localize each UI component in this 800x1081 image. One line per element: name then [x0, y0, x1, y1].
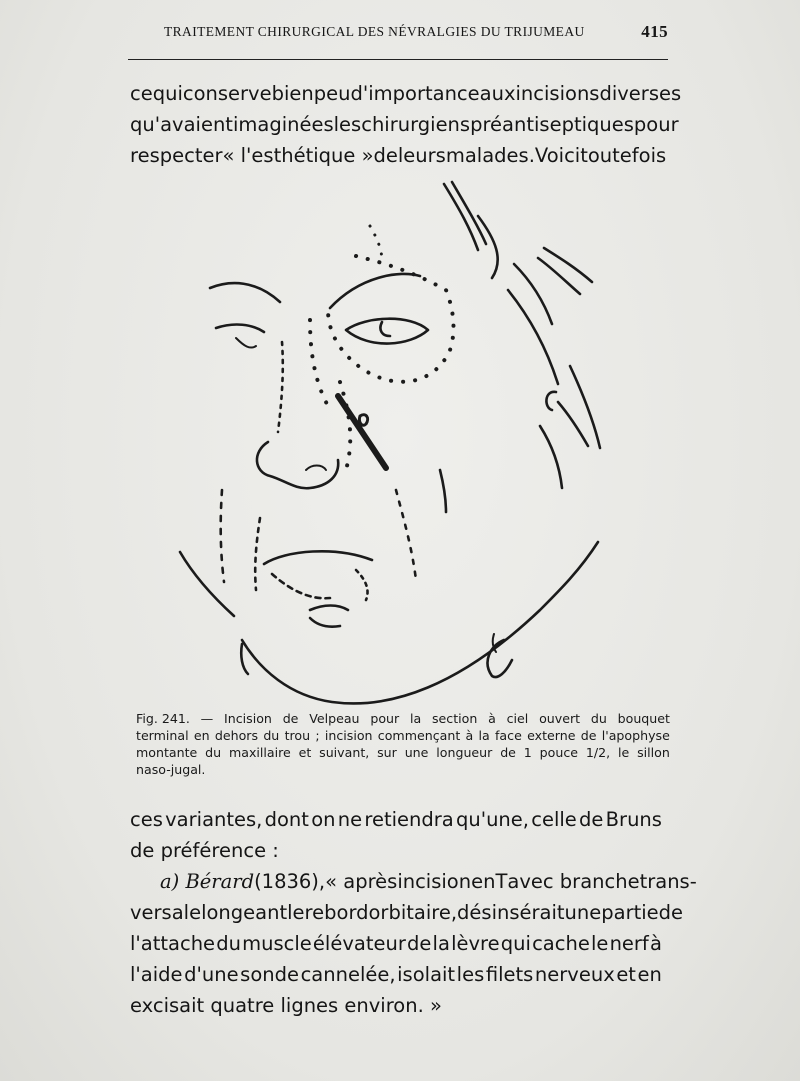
word: bouquet	[617, 711, 670, 726]
word: bien	[271, 82, 314, 105]
velpeau-incision	[338, 396, 386, 468]
word: en	[193, 728, 210, 743]
word: longueur	[436, 745, 493, 760]
nostril	[306, 466, 326, 471]
word: muscle	[242, 932, 312, 955]
word: ouvert	[539, 711, 581, 726]
word: à	[649, 932, 662, 955]
word: —	[200, 711, 214, 726]
word: variantes,	[165, 808, 263, 831]
orbital-dots	[370, 226, 382, 262]
jaw-outline	[242, 542, 598, 703]
text-line	[130, 866, 697, 897]
head-outline	[508, 290, 558, 384]
nasolabial-fold	[396, 490, 416, 580]
cheek-dash	[255, 518, 260, 590]
word: section	[431, 711, 478, 726]
caption-line: naso-jugal.	[136, 762, 206, 777]
word: aux	[479, 82, 516, 105]
word: dont	[264, 808, 309, 831]
text-line	[130, 897, 684, 928]
word: rebord	[304, 901, 369, 924]
word: qu'avaient	[130, 113, 233, 136]
word: à	[465, 728, 474, 743]
word: 1/2,	[585, 745, 611, 760]
word: respecter	[130, 144, 223, 167]
text-line	[130, 140, 667, 171]
word: incision	[324, 728, 373, 743]
word: de	[407, 932, 432, 955]
word: de	[282, 711, 299, 726]
figure-caption	[136, 710, 670, 778]
word: de	[579, 808, 604, 831]
word: d'importance	[350, 82, 480, 105]
word: du	[263, 728, 280, 743]
word: et	[616, 963, 636, 986]
hair-stroke	[452, 182, 486, 244]
word: conserve	[182, 82, 272, 105]
header-rule	[128, 59, 668, 60]
head-outline	[478, 216, 498, 278]
caption-line	[136, 710, 670, 727]
paragraph-top	[130, 78, 682, 171]
word: ;	[315, 728, 320, 743]
word: cannelée,	[300, 963, 396, 986]
hair-stroke	[540, 426, 562, 488]
word: lèvre	[451, 932, 500, 955]
word: les	[333, 113, 362, 136]
word: Bruns	[605, 808, 662, 831]
text-run: excisait quatre lignes environ. »	[130, 994, 442, 1017]
word: d'une	[184, 963, 239, 986]
orbital-dots	[310, 320, 328, 406]
word: (1836),	[254, 870, 326, 893]
word: la	[432, 932, 450, 955]
word: T	[495, 870, 508, 893]
word: face	[495, 728, 522, 743]
word: retiendra	[364, 808, 454, 831]
running-head-title: TRAITEMENT CHIRURGICAL DES NÉVRALGIES DU TRIJUMEAU	[164, 24, 585, 39]
text-line	[130, 928, 662, 959]
word: élévateur	[312, 932, 406, 955]
word: ces	[130, 808, 163, 831]
word: incisions	[515, 82, 600, 105]
item-label: a)	[160, 870, 180, 893]
mouth-line	[272, 574, 330, 598]
author-name: Bérard	[185, 870, 255, 893]
list-label	[160, 866, 254, 897]
nose-tip	[257, 442, 338, 488]
word: la	[478, 728, 490, 743]
paragraph-bottom	[130, 804, 697, 1021]
text-run: de préférence :	[130, 839, 279, 862]
word: du	[205, 745, 222, 760]
word: avec branche	[507, 870, 640, 893]
nose-bridge	[278, 342, 283, 432]
word: partie	[601, 901, 659, 924]
word: filets	[485, 963, 534, 986]
word: sonde	[240, 963, 299, 986]
chin	[310, 618, 340, 627]
word: « l'esthétique »	[222, 144, 374, 167]
word: et	[298, 745, 312, 760]
text-line	[130, 804, 662, 835]
word: orbitaire,	[368, 901, 458, 924]
word: chirurgiens	[361, 113, 471, 136]
word: de	[373, 144, 398, 167]
word: qu'une,	[455, 808, 529, 831]
word: trans-	[639, 870, 697, 893]
word: l'apophyse	[601, 728, 670, 743]
word: l'aide	[130, 963, 183, 986]
word: montante	[136, 745, 198, 760]
running-head	[128, 22, 668, 46]
word: Incision	[224, 711, 272, 726]
word: maxillaire	[228, 745, 291, 760]
word: diverses	[599, 82, 682, 105]
word: sillon	[637, 745, 670, 760]
word: longeant	[201, 901, 288, 924]
mouth-corner	[356, 570, 368, 600]
word: Velpeau	[309, 711, 360, 726]
word: isolait	[397, 963, 456, 986]
eye-left	[346, 319, 428, 344]
text-line	[130, 959, 662, 990]
word: à	[488, 711, 496, 726]
word: de	[500, 745, 516, 760]
foramen-mark	[359, 415, 367, 426]
word: imaginées	[232, 113, 334, 136]
word: leurs	[397, 144, 446, 167]
head-outline	[570, 366, 600, 448]
word: toutefois	[580, 144, 667, 167]
word: une	[404, 745, 429, 760]
text-line	[130, 109, 679, 140]
text-line	[130, 78, 682, 109]
word: « après	[325, 870, 398, 893]
word: peu	[313, 82, 351, 105]
word: ce	[130, 82, 153, 105]
hair-stroke	[514, 264, 552, 324]
hair-stroke	[558, 402, 588, 446]
text-line	[130, 990, 662, 1021]
word: pouce	[539, 745, 578, 760]
word: du	[216, 932, 241, 955]
word: sur	[377, 745, 397, 760]
word: cache	[532, 932, 590, 955]
word: l'attache	[130, 932, 216, 955]
figure-illustration	[160, 170, 640, 705]
word: pour	[370, 711, 400, 726]
eye-right	[216, 325, 264, 332]
cheek-dash	[221, 490, 224, 582]
word: du	[590, 711, 607, 726]
word: en	[471, 870, 496, 893]
word: malades.	[445, 144, 535, 167]
word: 1	[523, 745, 532, 760]
caption-line	[136, 727, 670, 744]
word: désinsérait	[457, 901, 565, 924]
word: ciel	[506, 711, 529, 726]
word: commençant	[377, 728, 461, 743]
word: terminal	[136, 728, 189, 743]
word: de	[658, 901, 684, 924]
word: pour	[633, 113, 679, 136]
iris	[380, 322, 390, 336]
word: les	[456, 963, 485, 986]
hair-stroke	[538, 258, 580, 294]
cheek-line	[440, 470, 446, 512]
word: suivant,	[319, 745, 370, 760]
eye-right-lid	[236, 338, 256, 348]
word: incision	[397, 870, 472, 893]
orbital-dots	[340, 382, 350, 470]
word: une	[564, 901, 602, 924]
word: de	[580, 728, 597, 743]
word: en	[637, 963, 662, 986]
word: le	[287, 901, 305, 924]
lower-lip	[310, 606, 348, 611]
text-line	[130, 835, 662, 866]
word: on	[311, 808, 336, 831]
ear-outline	[546, 392, 556, 410]
upper-lip	[264, 551, 372, 564]
word: préantiseptiques	[470, 113, 634, 136]
page-number: 415	[641, 22, 668, 41]
brow-right	[210, 283, 280, 302]
caption-line	[136, 744, 670, 761]
word: le	[617, 745, 630, 760]
word: Fig. 241.	[136, 711, 190, 726]
word: externe	[527, 728, 576, 743]
word: nerf	[609, 932, 649, 955]
word: la	[409, 711, 422, 726]
word: qui	[152, 82, 183, 105]
word: nerveux	[534, 963, 615, 986]
word: le	[590, 932, 609, 955]
word: Voici	[534, 144, 581, 167]
word: dehors	[214, 728, 259, 743]
face-outline	[180, 552, 234, 616]
word: versale	[130, 901, 202, 924]
hair-stroke	[544, 248, 592, 282]
word: qui	[500, 932, 531, 955]
word: celle	[531, 808, 577, 831]
word: trou	[284, 728, 311, 743]
brow-left	[330, 274, 420, 308]
word: ne	[337, 808, 363, 831]
